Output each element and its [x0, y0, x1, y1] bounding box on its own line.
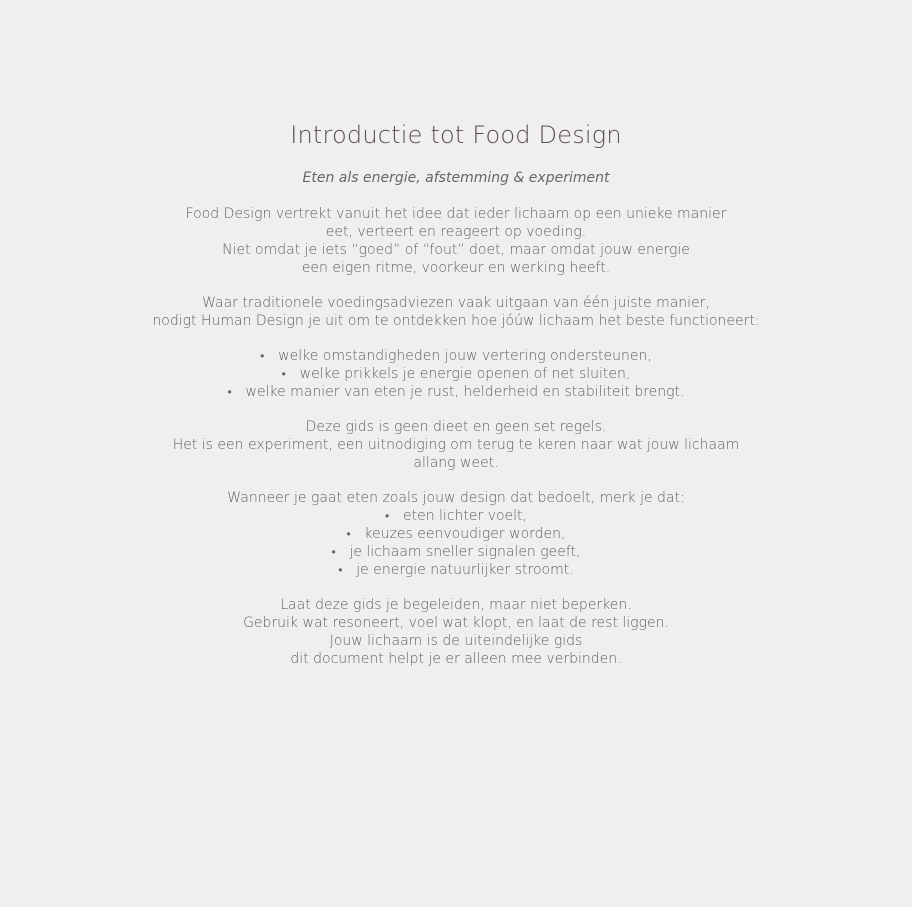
- closing-line: Jouw lichaam is de uiteindelijke gids: [329, 633, 583, 649]
- list-item: [0, 525, 912, 543]
- intro-line: Food Design vertrekt vanuit het idee dat ieder lichaam op een unieke manier: [185, 206, 727, 222]
- closing-line: dit document helpt je er alleen mee verbinden.: [290, 651, 622, 667]
- bullet-icon: •: [331, 545, 336, 559]
- human-design-paragraph: [0, 294, 912, 330]
- experiment-paragraph: [0, 418, 912, 472]
- list-item-text: welke omstandigheden jouw vertering ondersteunen,: [278, 348, 652, 364]
- experiment-line: Deze gids is geen dieet en geen set regels.: [305, 419, 607, 435]
- effects-list: [0, 507, 912, 579]
- bullet-icon: •: [227, 385, 232, 399]
- list-item: [0, 365, 912, 383]
- intro-line: eet, verteert en reageert op voeding.: [325, 224, 587, 240]
- list-item: [0, 543, 912, 561]
- list-item: [0, 507, 912, 525]
- effects-intro-line: Wanneer je gaat eten zoals jouw design dat bedoelt, merk je dat:: [227, 490, 685, 506]
- bullet-icon: •: [281, 367, 286, 381]
- intro-line: een eigen ritme, voorkeur en werking heeft.: [301, 260, 611, 276]
- discovery-list: [0, 347, 912, 401]
- closing-line: Laat deze gids je begeleiden, maar niet beperken.: [280, 597, 632, 613]
- list-item-text: keuzes eenvoudiger worden,: [364, 526, 566, 542]
- list-item-text: je energie natuurlijker stroomt.: [356, 562, 574, 578]
- list-item: [0, 561, 912, 579]
- list-item: [0, 383, 912, 401]
- intro-paragraph: [0, 205, 912, 277]
- list-item-text: welke manier van eten je rust, helderheid en stabiliteit brengt.: [245, 384, 685, 400]
- page-subtitle: Eten als energie, afstemming & experiment: [302, 170, 610, 186]
- bullet-icon: •: [385, 509, 390, 523]
- page-title: Introductie tot Food Design: [290, 121, 622, 149]
- list-item-text: je lichaam sneller signalen geeft,: [349, 544, 581, 560]
- bullet-icon: •: [260, 349, 265, 363]
- closing-line: Gebruik wat resoneert, voel wat klopt, en laat de rest liggen.: [243, 615, 669, 631]
- bullet-icon: •: [346, 527, 351, 541]
- list-item-text: eten lichter voelt,: [403, 508, 527, 524]
- human-design-line: nodigt Human Design je uit om te ontdekken hoe jóúw lichaam het beste functioneert:: [152, 313, 760, 329]
- list-item-text: welke prikkels je energie openen of net sluiten,: [299, 366, 631, 382]
- closing-paragraph: [0, 596, 912, 668]
- bullet-icon: •: [338, 563, 343, 577]
- human-design-line: Waar traditionele voedingsadviezen vaak uitgaan van één juiste manier,: [202, 295, 710, 311]
- effects-intro-paragraph: [0, 489, 912, 507]
- experiment-line: allang weet.: [413, 455, 499, 471]
- experiment-line: Het is een experiment, een uitnodiging om terug te keren naar wat jouw lichaam: [172, 437, 740, 453]
- list-item: [0, 347, 912, 365]
- intro-line: Niet omdat je iets “goed” of “fout” doet, maar omdat jouw energie: [222, 242, 690, 258]
